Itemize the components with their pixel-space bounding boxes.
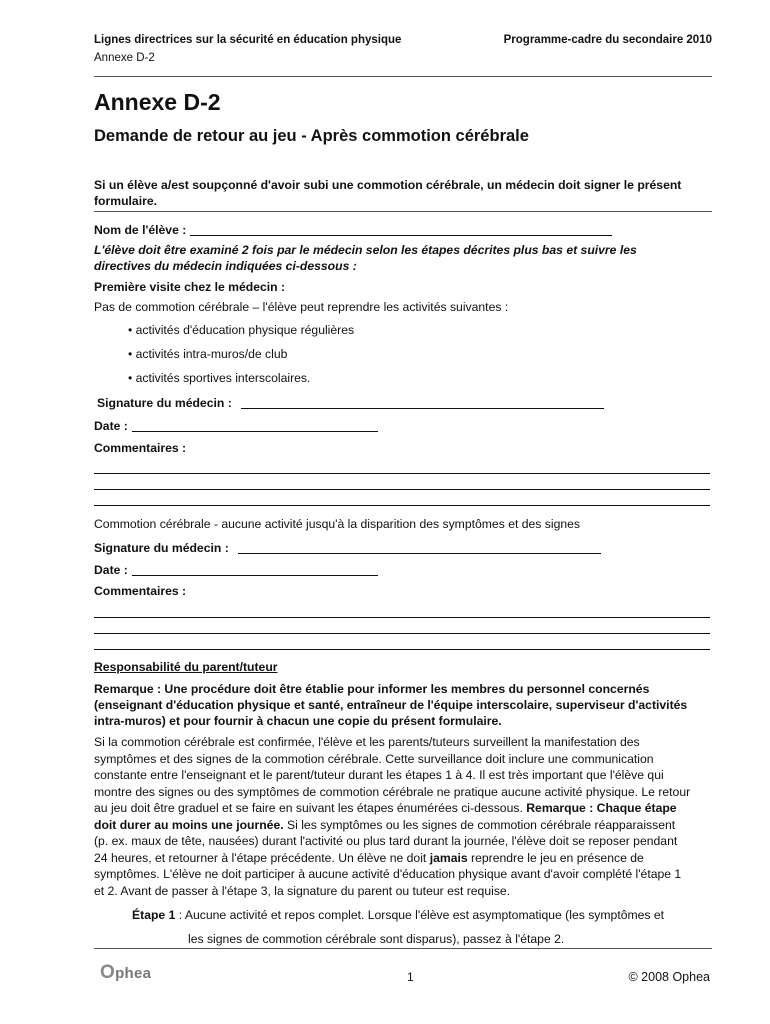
first-comments-line[interactable]	[94, 489, 710, 490]
para-text: au jeu doit être graduel et se faire en suivant les étapes énumérées ci-dessous.	[94, 801, 527, 815]
parent-para-line: constante entre l'enseignant et le parent/tuteur durant les étapes 1 à 4. Il est très important que l'élève qui	[94, 768, 664, 782]
para-bold-jamais: jamais	[429, 851, 468, 865]
parent-heading: Responsabilité du parent/tuteur	[94, 660, 278, 674]
second-date-field[interactable]	[132, 575, 378, 576]
first-comments-line[interactable]	[94, 473, 710, 474]
first-visit-heading: Première visite chez le médecin :	[94, 280, 286, 294]
first-signature-field[interactable]	[241, 408, 604, 409]
copyright: © 2008 Ophea	[628, 970, 710, 984]
first-comments-label: Commentaires :	[94, 441, 187, 455]
step1-text: : Aucune activité et repos complet. Lorsque l'élève est asymptomatique (les symptômes et	[175, 908, 665, 922]
para-text: Si les symptômes ou les signes de commotion cérébrale réapparaissent	[283, 818, 676, 832]
step1-line-2: les signes de commotion cérébrale sont disparus), passez à l'étape 2.	[188, 932, 565, 946]
footer-rule	[94, 948, 712, 949]
student-name-field[interactable]	[190, 235, 612, 236]
first-signature-label: Signature du médecin :	[97, 396, 232, 410]
concussion-text: Commotion cérébrale - aucune activité jusqu'à la disparition des symptômes et des signes	[94, 517, 581, 531]
remark-line-2: (enseignant d'éducation physique et santé, entraîneur de l'équipe interscolaire, superviseur d'activités	[94, 698, 688, 712]
activity-item: • activités sportives interscolaires.	[128, 371, 311, 385]
second-date-label: Date :	[94, 563, 128, 577]
parent-para-line: Si la commotion cérébrale est confirmée, l'élève et les parents/tuteurs surveillent la manifestation des	[94, 735, 640, 749]
second-signature-label: Signature du médecin :	[94, 541, 229, 555]
first-date-label: Date :	[94, 419, 128, 433]
header-subtitle: Annexe D-2	[94, 52, 155, 64]
student-name-label: Nom de l'élève :	[94, 223, 187, 237]
second-comments-line[interactable]	[94, 649, 710, 650]
second-comments-line[interactable]	[94, 633, 710, 634]
page-number: 1	[407, 970, 414, 984]
parent-para-line: et 2. Avant de passer à l'étape 3, la signature du parent ou tuteur est requise.	[94, 884, 511, 898]
parent-para-line: symptômes. L'élève ne doit participer à aucune activité d'éducation physique avant d'avoir complété l'étape 1	[94, 867, 682, 881]
intro-rule	[94, 211, 712, 212]
first-date-field[interactable]	[132, 431, 378, 432]
para-text: 24 heures, et retourner à l'étape précédente. Un élève ne doit	[94, 851, 430, 865]
parent-para-line: (p. ex. maux de tête, nausées) durant l'activité ou plus tard durant la journée, l'élève doit se reposer pendant	[94, 834, 678, 848]
intro-line-1: Si un élève a/est soupçonné d'avoir subi une commotion cérébrale, un médecin doit signer le présent	[94, 178, 682, 192]
first-comments-line[interactable]	[94, 505, 710, 506]
exam-note-line-1: L'élève doit être examiné 2 fois par le médecin selon les étapes décrites plus bas et suivre les	[94, 243, 637, 257]
second-signature-field[interactable]	[238, 553, 601, 554]
logo-text: phea	[115, 965, 152, 982]
no-concussion-text: Pas de commotion cérébrale – l'élève peut reprendre les activités suivantes :	[94, 300, 509, 314]
intro-line-2: formulaire.	[94, 194, 157, 208]
header-rule	[94, 76, 712, 77]
header-right-title: Programme-cadre du secondaire 2010	[503, 34, 712, 46]
para-bold: doit durer au moins une journée.	[94, 818, 284, 832]
step1-label: Étape 1	[132, 908, 176, 922]
para-text: reprendre le jeu en présence de	[467, 851, 644, 865]
activity-item: • activités d'éducation physique régulières	[128, 323, 355, 337]
header-left-title: Lignes directrices sur la sécurité en éducation physique	[94, 34, 402, 46]
parent-para-line	[94, 800, 677, 817]
parent-para-line	[94, 817, 675, 834]
exam-note-line-2: directives du médecin indiquées ci-dessous :	[94, 259, 357, 273]
second-comments-line[interactable]	[94, 617, 710, 618]
ophea-logo	[100, 962, 151, 984]
para-remark-bold: Remarque : Chaque étape	[526, 801, 677, 815]
page-title: Annexe D-2	[94, 89, 221, 115]
page-subtitle: Demande de retour au jeu - Après commotion cérébrale	[94, 127, 529, 145]
logo-letter: O	[100, 962, 116, 983]
remark-line-3: intra-muros) et pour fournir à chacun une copie du présent formulaire.	[94, 714, 502, 728]
second-comments-label: Commentaires :	[94, 584, 187, 598]
step1-line	[132, 907, 664, 924]
activity-item: • activités intra-muros/de club	[128, 347, 288, 361]
parent-para-line: symptômes et des signes de la commotion cérébrale. Cette surveillance doit inclure une communication	[94, 752, 654, 766]
parent-para-line: montre des signes ou des symptômes de commotion cérébrale ne pratique aucune activité physique. Le retour	[94, 785, 691, 799]
parent-para-line	[94, 850, 644, 867]
remark-line-1: Remarque : Une procédure doit être établie pour informer les membres du personnel concernés	[94, 682, 650, 696]
